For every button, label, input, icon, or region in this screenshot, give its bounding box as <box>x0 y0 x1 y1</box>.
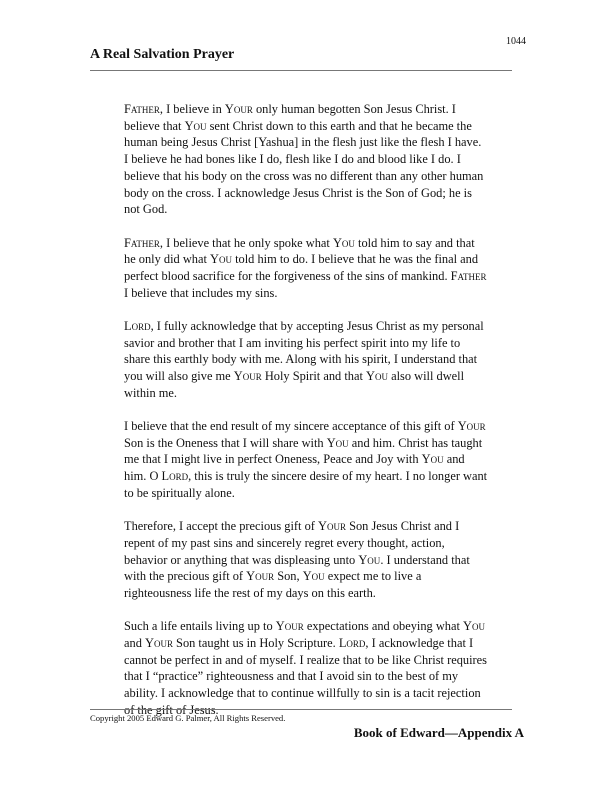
paragraph-text: , I fully acknowledge that by accepting Jesus Christ as my personal savior and brother that I am inviting his perfect spirit into my life to share this earthly body with me. Along with his spirit, I understand that you will also give me <box>124 318 484 384</box>
small-caps-word: Your <box>275 619 304 634</box>
paragraph-text: Son Jesus Christ and I repent of my past sins and sincerely regret every thought, action, behavior or anything that was displeasing unto <box>124 519 460 567</box>
prayer-body <box>124 101 488 735</box>
paragraph-text: and him. Christ has taught me that I might live in perfect Oneness, Peace and Joy with <box>124 435 483 467</box>
small-caps-word: Your <box>233 369 262 384</box>
paragraph-text: Holy Spirit and that <box>261 369 367 384</box>
paragraph-text: told him to say and that he only did what <box>124 235 475 267</box>
paragraph-text: , I believe that he only spoke what <box>159 235 333 250</box>
prayer-paragraph <box>124 418 488 502</box>
small-caps-word: Your <box>318 519 346 534</box>
prayer-paragraph <box>124 235 488 302</box>
paragraph-text: expect me to live a righteousness life the rest of my days on this earth. <box>124 569 422 600</box>
small-caps-word: Your <box>246 569 275 584</box>
small-caps-word: Lord <box>124 318 151 333</box>
small-caps-word: You <box>463 619 485 634</box>
prayer-paragraph <box>124 318 488 402</box>
prayer-paragraph <box>124 618 488 718</box>
small-caps-word: You <box>332 235 355 250</box>
paragraph-text: only human begotten Son Jesus Christ. I believe that <box>124 102 456 133</box>
small-caps-word: You <box>358 552 381 567</box>
header-divider <box>90 70 512 71</box>
paragraph-text: , I believe in <box>159 102 225 116</box>
small-caps-word: You <box>421 452 444 467</box>
small-caps-word: Father <box>450 268 487 283</box>
paragraph-text: . I understand that with the precious gift of <box>124 552 470 584</box>
prayer-paragraph <box>124 101 488 218</box>
paragraph-text: and <box>124 635 145 650</box>
paragraph-text: Son is the Oneness that I will share with <box>124 435 327 450</box>
book-title: Book of Edward—Appendix A <box>353 725 524 740</box>
small-caps-word: You <box>184 118 207 133</box>
small-caps-word: Your <box>145 635 173 650</box>
paragraph-text: sent Christ down to this earth and that he became the human being Jesus Christ [Yashua] in the flesh just like the flesh I have. I believe he had bones like I do, flesh like I do and blood like I do. I believe that his body on the cross was no different than any other human body on the cross. I acknowledge Jesus Christ is the Son of God; he is not God. <box>124 118 484 217</box>
paragraph-text: I believe that includes my sins. <box>124 285 278 300</box>
small-caps-word: You <box>366 369 388 384</box>
paragraph-text: , this is truly the sincere desire of my heart. I no longer want to be spiritually alone. <box>124 469 488 500</box>
small-caps-word: Father <box>124 102 160 116</box>
small-caps-word: You <box>302 569 325 584</box>
small-caps-word: Lord <box>338 635 366 650</box>
copyright-notice: Copyright 2005 Edward G. Palmer, All Rights Reserved. <box>90 713 286 723</box>
paragraph-text: I believe that the end result of my sincere acceptance of this gift of <box>124 419 458 434</box>
paragraph-text: , I acknowledge that I cannot be perfect in and of myself. I realize that to be like Christ requires that I “practice” righteousness and that I avoid sin to the best of my ability. I acknowledge that to continue willfully to sin is a tacit rejection of the gift of Jesus. <box>124 635 487 717</box>
page-number: 1044 <box>506 36 526 47</box>
paragraph-text: told him to do. I believe that he was the final and perfect blood sacrifice for the forgiveness of the sins of mankind. <box>124 252 479 283</box>
paragraph-text: expectations and obeying what <box>303 619 464 634</box>
small-caps-word: Your <box>457 419 486 434</box>
paragraph-text: Son taught us in Holy Scripture. <box>172 635 339 650</box>
small-caps-word: Your <box>224 102 253 116</box>
small-caps-word: Lord <box>161 469 189 484</box>
paragraph-text: and him. O <box>124 452 465 484</box>
prayer-paragraph <box>124 518 488 602</box>
small-caps-word: You <box>326 435 349 450</box>
footer-divider <box>90 709 512 710</box>
small-caps-word: You <box>210 252 232 267</box>
paragraph-text: Son, <box>274 569 303 584</box>
paragraph-text: Such a life entails living up to <box>124 619 276 634</box>
small-caps-word: Father <box>124 235 160 250</box>
page-title: A Real Salvation Prayer <box>90 47 235 62</box>
paragraph-text: also will dwell within me. <box>124 369 465 400</box>
paragraph-text: Therefore, I accept the precious gift of <box>124 519 319 534</box>
